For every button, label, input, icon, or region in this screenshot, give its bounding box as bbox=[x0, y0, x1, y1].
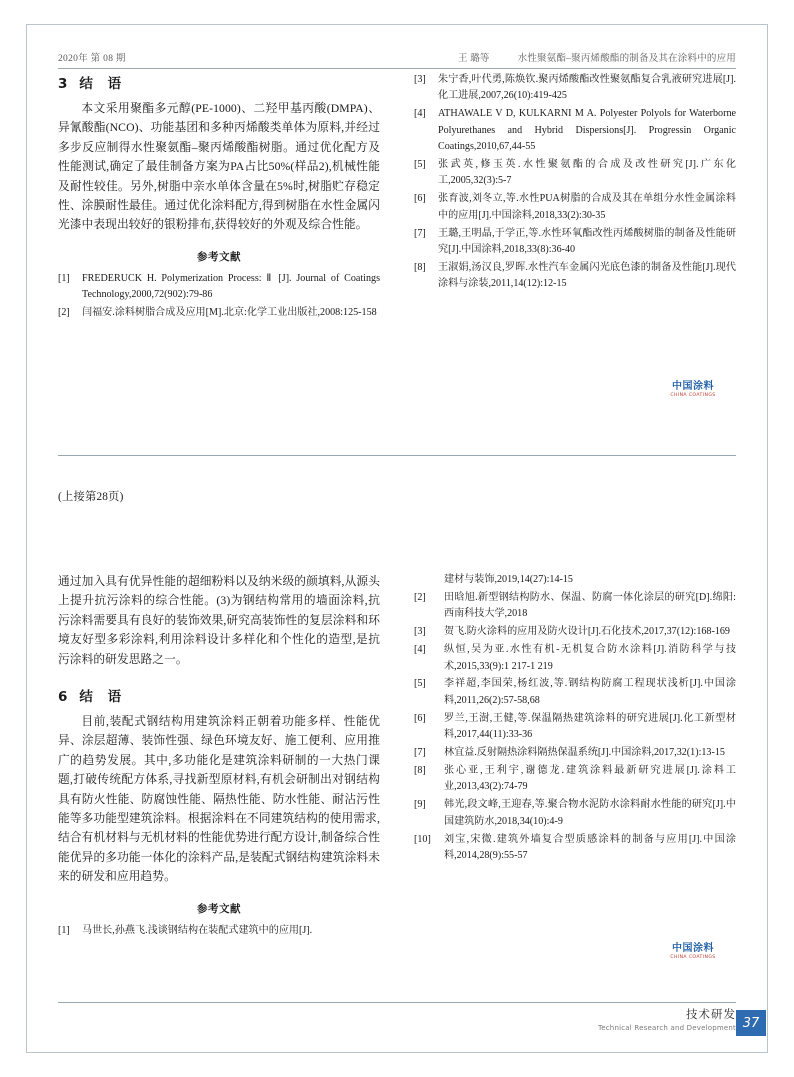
list-item bbox=[58, 271, 380, 304]
footer-section-cn: 技术研发 bbox=[686, 1007, 736, 1021]
reference-number: [5] bbox=[414, 159, 426, 171]
list-item bbox=[414, 642, 736, 675]
list-item bbox=[414, 745, 736, 761]
running-head-article-title: 水性聚氨酯–聚丙烯酸酯的制备及其在涂料中的应用 bbox=[517, 54, 736, 64]
footer-divider bbox=[58, 1002, 736, 1003]
reference-number: [1] bbox=[58, 272, 70, 284]
publisher-logo-en: CHINA COATINGS bbox=[670, 392, 716, 398]
article-one-section-heading bbox=[58, 72, 380, 92]
list-item bbox=[414, 72, 736, 105]
list-item bbox=[414, 572, 736, 588]
publisher-logo bbox=[662, 944, 724, 960]
list-item bbox=[414, 832, 736, 865]
list-item bbox=[414, 226, 736, 259]
page-number: 37 bbox=[736, 1010, 766, 1036]
publisher-logo-en: CHINA COATINGS bbox=[670, 954, 716, 960]
article-divider bbox=[58, 455, 736, 456]
list-item bbox=[414, 676, 736, 709]
reference-text: 刘宝,宋微.建筑外墙复合型质感涂料的制备与应用[J].中国涂料,2014,28(9):55-57 bbox=[444, 833, 736, 861]
article-two-conclusion-text: 目前,装配式钢结构用建筑涂料正朝着功能多样、性能优异、涂层超薄、装饰性强、绿色环境友好、施工便利、应用推广的趋势发展。其中,多功能化是建筑涂料研制的一大热门课题,打破传统配方体系,寻找新型原材料,有机会研制出对钢结构具有防火性能、防腐蚀性能、隔热性能、防水性能、耐沾污性能等多功能型建筑涂料。根据涂料在不同建筑结构的使用需求,结合有机材料与无机材料的性能优势进行配方设计,制备综合性能优异的多功能一体化的涂料产品,是装配式钢结构建筑涂料未来的研发和应用趋势。 bbox=[58, 715, 380, 884]
article-two bbox=[58, 572, 736, 941]
reference-text: FREDERUCK H. Polymerization Process: Ⅱ [J]. Journal of Coatings Technology,2000,72(902):79-86 bbox=[82, 272, 380, 301]
reference-text: 王璐,王明晶,于学正,等.水性环氧酯改性丙烯酸树脂的制备及性能研究[J].中国涂料,2018,33(8):36-40 bbox=[438, 227, 736, 256]
reference-number: [8] bbox=[414, 764, 426, 776]
reference-number: [3] bbox=[414, 74, 426, 85]
running-head-title-block bbox=[458, 50, 736, 64]
continued-from-note: (上接第28页) bbox=[58, 491, 124, 503]
reference-number: [7] bbox=[414, 747, 426, 759]
reference-number: [8] bbox=[414, 261, 426, 273]
reference-number: [1] bbox=[58, 924, 70, 936]
reference-number: [9] bbox=[414, 799, 426, 811]
reference-text: 张育波,刘冬立,等.水性PUA树脂的合成及其在单组分水性金属涂料中的应用[J].中国涂料,2018,33(2):30-35 bbox=[438, 193, 736, 221]
reference-text: 建材与装饰,2019,14(27):14-15 bbox=[444, 574, 573, 585]
reference-text: 闫福安.涂料树脂合成及应用[M].北京:化学工业出版社,2008:125-158 bbox=[82, 307, 377, 319]
list-item bbox=[414, 157, 736, 190]
reference-number bbox=[414, 572, 444, 588]
section-number: 3 bbox=[58, 76, 69, 92]
article-one-right-column bbox=[414, 72, 736, 323]
article-two-reference-list-left bbox=[58, 923, 380, 939]
reference-text: 李祥超,李国荣,杨红波,等.钢结构防腐工程现状浅析[J].中国涂料,2011,26(2):57-58,68 bbox=[444, 678, 736, 706]
reference-number: [3] bbox=[414, 626, 426, 638]
reference-text: 朱宁香,叶代勇,陈焕钦.聚丙烯酸酯改性聚氨酯复合乳液研究进展[J].化工进展,2007,26(10):419-425 bbox=[438, 74, 736, 102]
reference-number: [4] bbox=[414, 108, 426, 120]
article-one-left-column bbox=[58, 72, 380, 323]
list-item bbox=[414, 624, 736, 640]
article-two-references-heading: 参考文献 bbox=[197, 903, 241, 915]
reference-number: [6] bbox=[414, 193, 426, 205]
reference-text: 林宜益.反射隔热涂料隔热保温系统[J].中国涂料,2017,32(1):13-15 bbox=[444, 747, 725, 759]
footer-section-en: Technical Research and Development bbox=[597, 1024, 736, 1032]
list-item bbox=[414, 106, 736, 155]
section-number: 6 bbox=[58, 689, 69, 706]
publisher-logo bbox=[662, 382, 724, 398]
publisher-logo-cn: 中国涂料 bbox=[672, 381, 714, 392]
reference-number: [7] bbox=[414, 227, 426, 239]
reference-number: [6] bbox=[414, 712, 426, 724]
list-item bbox=[414, 191, 736, 224]
article-one-reference-list-left bbox=[58, 271, 380, 322]
article-two-continued-paragraph: 通过加入具有优异性能的超细粉料以及纳米级的颜填料,从源头上提升抗污涂料的综合性能。(3)为钢结构常用的墙面涂料,抗污涂料需要具有良好的装饰效果,研究高装饰性的复层涂料和环境友好型多彩涂料,利用涂料设计多样化和个性化的造型,是抗污涂料的研发思路之一。 bbox=[58, 575, 380, 666]
reference-number: [5] bbox=[414, 678, 426, 690]
reference-text: 韩光,段文峰,王迎春,等.聚合物水泥防水涂料耐水性能的研究[J].中国建筑防水,2018,34(10):4-9 bbox=[444, 799, 736, 827]
reference-text: 王淑娟,汤汉良,罗晖.水性汽车金属闪光底色漆的制备及性能[J].现代涂料与涂装,2011,14(12):12-15 bbox=[438, 261, 736, 290]
reference-number: [2] bbox=[414, 591, 426, 603]
section-title: 结 语 bbox=[79, 76, 127, 92]
publisher-logo-cn: 中国涂料 bbox=[672, 943, 714, 954]
list-item bbox=[414, 260, 736, 293]
list-item bbox=[414, 763, 736, 796]
article-one-reference-list-right bbox=[414, 72, 736, 293]
reference-text: 张武英,修玉英.水性聚氨酯的合成及改性研究[J].广东化工,2005,32(3):5-7 bbox=[438, 159, 736, 187]
reference-text: 纵恒,吴为亚.水性有机-无机复合防水涂料[J].消防科学与技术,2015,33(9):1 217-1 219 bbox=[444, 644, 736, 672]
reference-text: 张心亚,王利宇,谢德龙.建筑涂料最新研究进展[J].涂料工业,2013,43(2):74-79 bbox=[444, 764, 736, 793]
article-two-left-column bbox=[58, 572, 380, 941]
list-item bbox=[414, 797, 736, 830]
running-head bbox=[58, 50, 736, 69]
running-head-issue: 2020年 第 08 期 bbox=[58, 54, 126, 64]
article-one bbox=[58, 72, 736, 323]
reference-number: [2] bbox=[58, 307, 70, 319]
reference-text: 罗兰,王澍,王健,等.保温隔热建筑涂料的研究进展[J].化工新型材料,2017,44(11):33-36 bbox=[444, 712, 736, 741]
list-item bbox=[414, 711, 736, 744]
footer-section-label bbox=[598, 1006, 736, 1032]
running-head-author: 王 璐等 bbox=[457, 54, 490, 64]
list-item bbox=[58, 305, 380, 321]
reference-number: [4] bbox=[414, 644, 426, 656]
article-one-references-heading: 参考文献 bbox=[197, 251, 241, 263]
article-two-section-heading bbox=[58, 685, 380, 705]
section-title: 结 语 bbox=[79, 689, 127, 706]
reference-text: ATHAWALE V D, KULKARNI M A. Polyester Polyols for Waterborne Polyurethanes and Hybrid Dispersions[J]. Progressin Organic Coatings,2010,67,44-55 bbox=[438, 108, 736, 153]
article-two-right-column bbox=[414, 572, 736, 941]
list-item bbox=[58, 923, 380, 939]
reference-text: 贺飞.防火涂料的应用及防火设计[J].石化技术,2017,37(12):168-169 bbox=[444, 626, 730, 638]
reference-number: [10] bbox=[414, 833, 431, 845]
article-two-reference-list-right bbox=[414, 572, 736, 864]
list-item bbox=[414, 590, 736, 623]
reference-text: 田晗旭.新型钢结构防水、保温、防腐一体化涂层的研究[D].绵阳:西南科技大学,2018 bbox=[444, 591, 736, 620]
reference-text: 马世长,孙燕飞.浅谈钢结构在装配式建筑中的应用[J]. bbox=[82, 924, 313, 936]
article-one-conclusion-text: 本文采用聚酯多元醇(PE-1000)、二羟甲基丙酸(DMPA)、异氰酸酯(NCO)、功能基团和多种丙烯酸类单体为原料,并经过多步反应制得水性聚氨酯–聚丙烯酸酯树脂。通过优化配方及性能测试,确定了最佳制备方案为PA占比50%(样品2),机械性能及耐性较佳。另外,树脂中亲水单体含量在5%时,树脂贮存稳定性、涂膜耐性最佳。通过优化涂料配方,得到树脂在水性金属闪光漆中表现出较好的银粉排布,获得较好的外观及综合性能。 bbox=[58, 102, 380, 232]
